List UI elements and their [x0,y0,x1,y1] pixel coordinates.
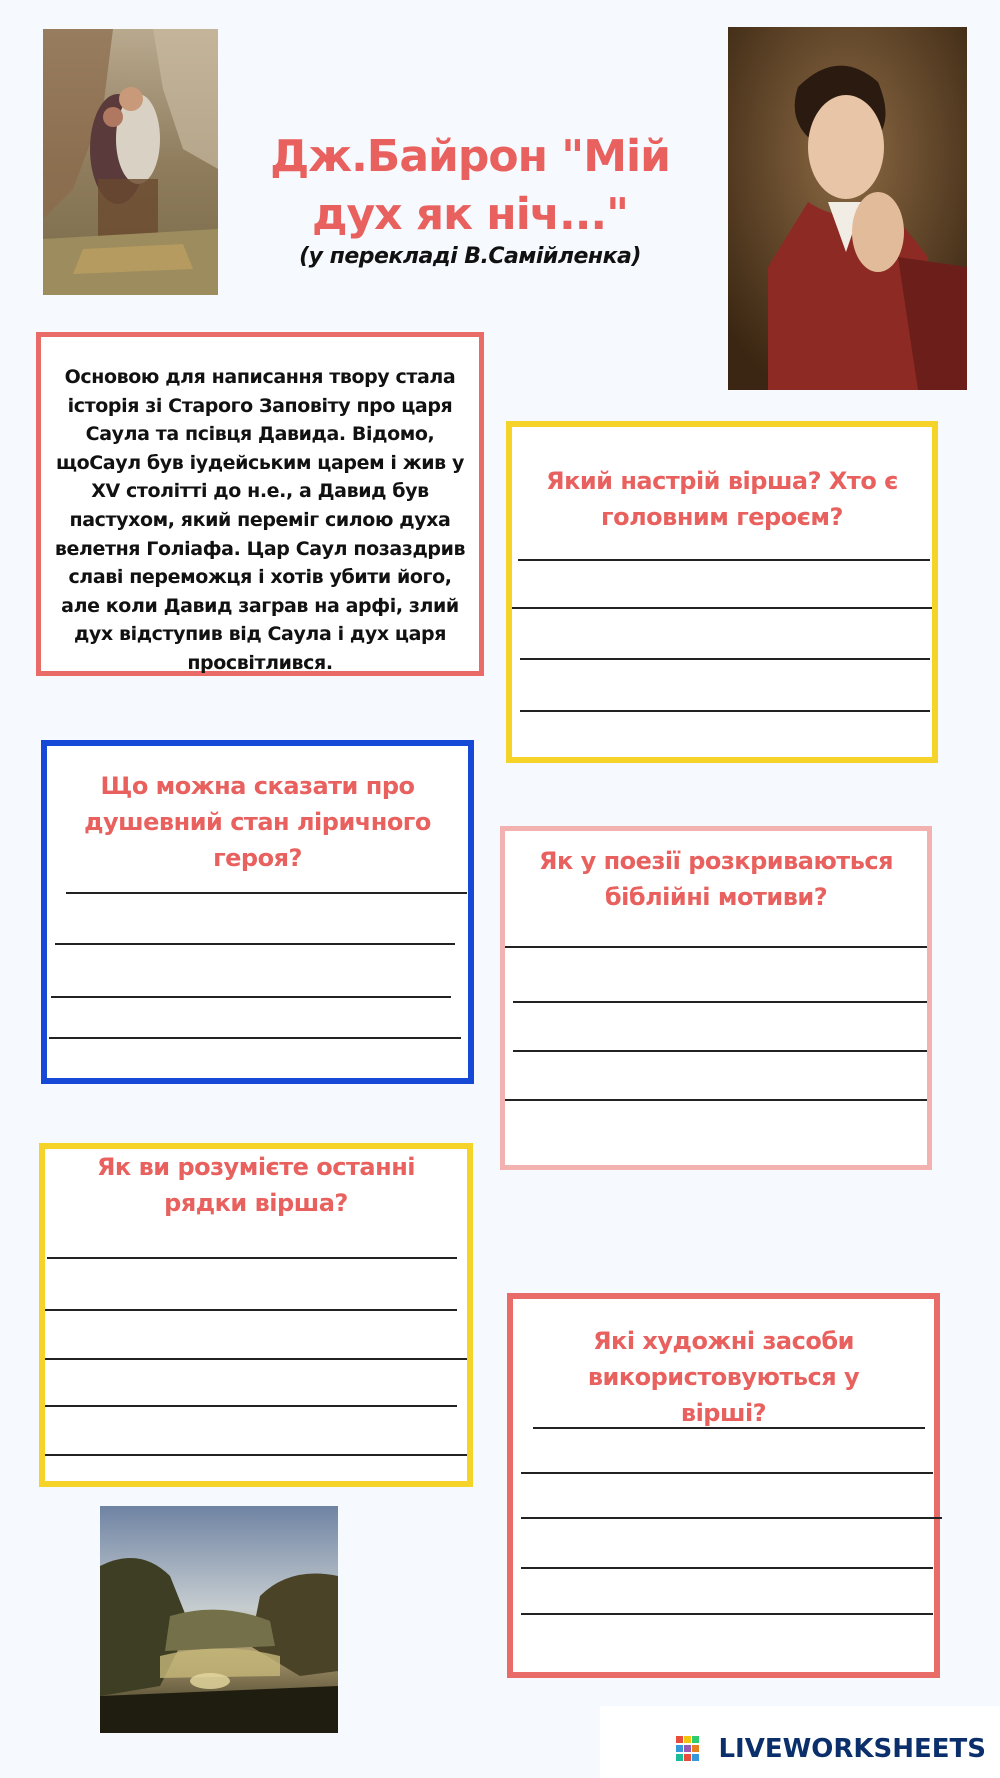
answer-input-2c[interactable] [51,996,451,998]
intro-text: Основою для написання твору стала історія зі Старого Заповіту про царя Саула та псівця Давида. Відомо, щоСаул був іудейським царем і жив у XV столітті до н.е., а Давид був пастухом, який переміг силою духа велетня Голіафа. Цар Саул позаздрив славі переможця і хотів убити його, але коли Давид заграв на арфі, злий дух відступив від Саула і дух царя просвітлився. [54,366,466,674]
answer-input-3d[interactable] [505,1099,927,1101]
page-subtitle: (у перекладі В.Самійленка) [299,244,641,269]
question-2: Що можна сказати про душевний стан ліричного героя? [84,772,431,872]
question-box-2 [41,740,474,1084]
intro-box [36,332,484,676]
answer-input-5d[interactable] [521,1567,933,1569]
question-4: Як ви розумієте останні рядки вірша? [96,1153,416,1217]
answer-input-4d[interactable] [45,1405,457,1407]
answer-input-1d[interactable] [520,710,930,712]
answer-input-5b[interactable] [521,1472,933,1474]
question-box-4 [39,1143,473,1487]
answer-input-1b[interactable] [512,607,932,609]
answer-input-4b[interactable] [45,1309,457,1311]
question-box-1 [506,421,938,763]
question-3: Як у поезії розкриваються біблійні мотиви? [538,847,894,911]
question-box-5 [507,1293,940,1678]
answer-input-5c[interactable] [521,1517,942,1519]
question-box-3 [500,826,932,1170]
answer-input-2a[interactable] [66,892,467,894]
answer-input-1c[interactable] [520,658,930,660]
answer-input-4a[interactable] [47,1257,457,1259]
brand-name[interactable]: LIVEWORKSHEETS [718,1734,986,1764]
answer-input-5a[interactable] [533,1427,925,1429]
answer-input-5e[interactable] [521,1613,933,1615]
answer-input-3b[interactable] [513,1001,927,1003]
question-1: Який настрій вірша? Хто є головним героєм? [546,467,898,531]
answer-input-2b[interactable] [55,943,455,945]
page-title: Дж.Байрон "Мій дух як ніч..." [270,131,670,240]
answer-input-4e[interactable] [45,1454,467,1456]
answer-input-1a[interactable] [518,559,930,561]
portrait-byron [728,27,967,390]
answer-input-3c[interactable] [513,1050,927,1052]
footer [600,1706,1000,1778]
answer-input-2d[interactable] [49,1037,461,1039]
question-5: Які художні засоби використовуються у вірші? [587,1327,860,1427]
answer-input-4c[interactable] [45,1358,467,1360]
liveworksheets-logo-icon [676,1736,700,1762]
moonlit-landscape [100,1506,338,1733]
answer-input-3a[interactable] [505,946,927,948]
painting-saul-david [43,29,218,295]
